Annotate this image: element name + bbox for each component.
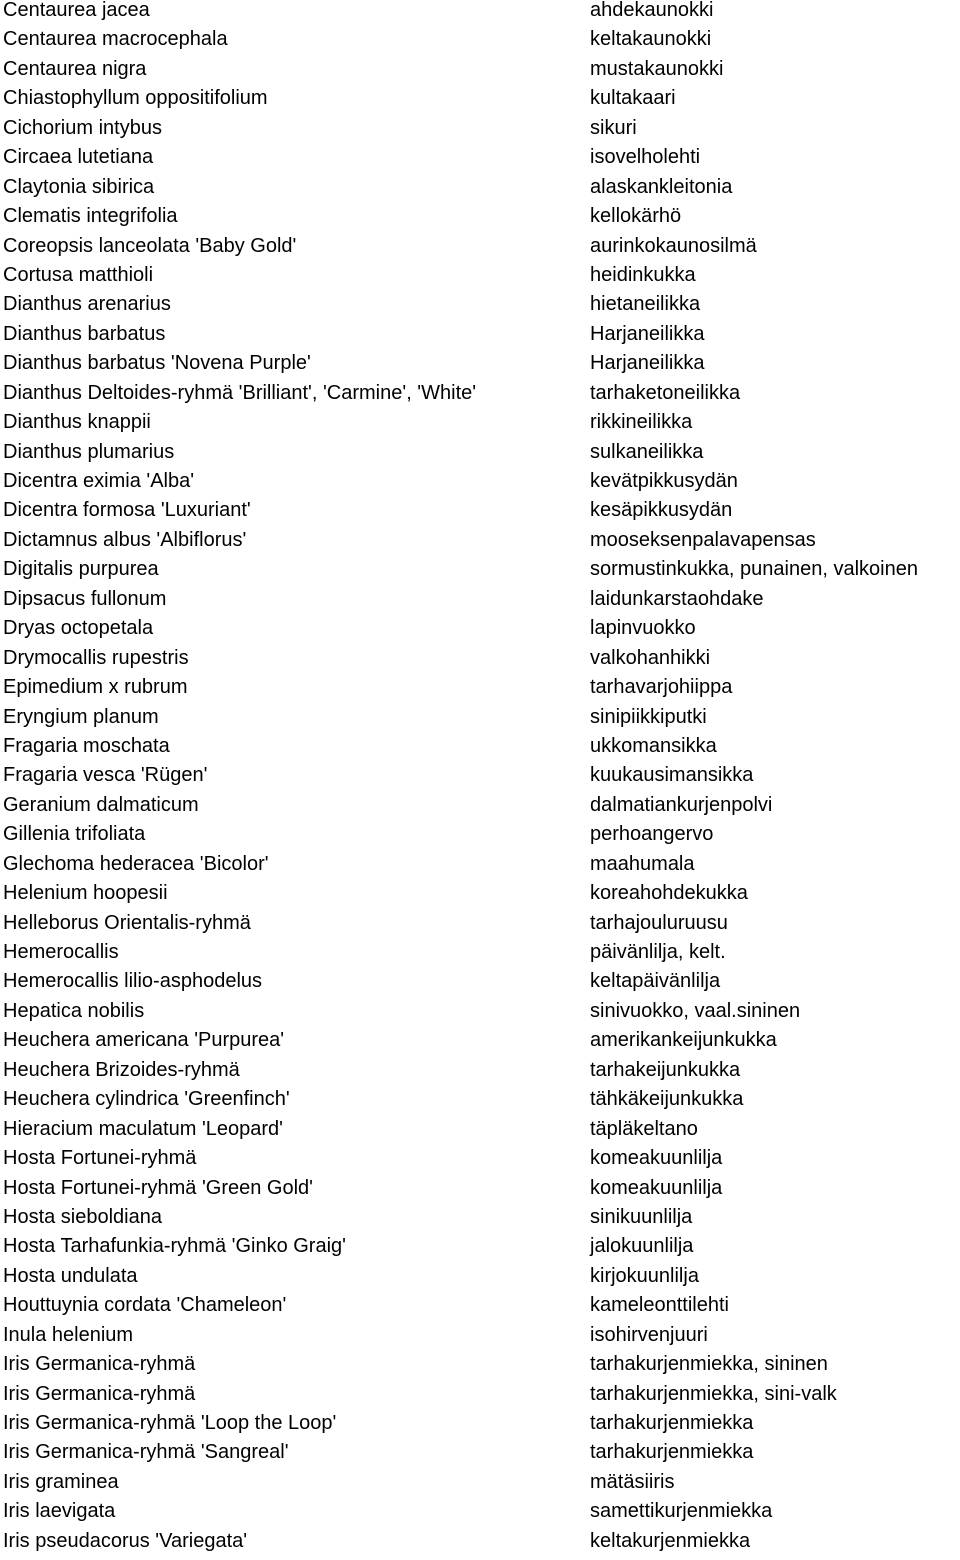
table-row [0,59,960,88]
table-row [0,707,960,736]
latin-name: Coreopsis lanceolata 'Baby Gold' [3,234,297,257]
table-row [0,854,960,883]
table-row [0,265,960,294]
finnish-name: tarhajouluruusu [590,911,728,934]
table-row [0,589,960,618]
table-row [0,1531,960,1560]
latin-name: Iris graminea [3,1470,119,1493]
latin-name: Cichorium intybus [3,116,162,139]
latin-name: Chiastophyllum oppositifolium [3,87,268,110]
table-row [0,1442,960,1471]
latin-name: Epimedium x rubrum [3,676,188,699]
finnish-name: laidunkarstaohdake [590,587,764,610]
table-row [0,1325,960,1354]
table-row [0,765,960,794]
table-row [0,294,960,323]
finnish-name: valkohanhikki [590,646,711,669]
latin-name: Hieracium maculatum 'Leopard' [3,1117,283,1140]
table-row [0,471,960,500]
latin-name: Houttuynia cordata 'Chameleon' [3,1294,287,1317]
latin-name: Dicentra eximia 'Alba' [3,470,195,492]
latin-name: Iris pseudacorus 'Variegata' [3,1529,248,1552]
finnish-name: ahdekaunokki [590,0,714,21]
latin-name: Iris Germanica-ryhmä 'Sangreal' [3,1441,289,1464]
latin-name: Dianthus knappii [3,411,151,434]
finnish-name: keltapäivänlilja [590,970,721,993]
finnish-name: täpläkeltano [590,1117,698,1140]
latin-name: Iris Germanica-ryhmä 'Loop the Loop' [3,1412,337,1434]
latin-name: Dianthus Deltoides-ryhmä 'Brilliant', 'Carmine', 'White' [3,381,477,404]
table-row [0,1266,960,1295]
table-row [0,559,960,588]
table-row [0,1384,960,1413]
latin-name: Helenium hoopesii [3,882,168,905]
finnish-name: perhoangervo [590,823,714,846]
finnish-name: samettikurjenmiekka [590,1500,773,1523]
finnish-name: keltakaunokki [590,28,712,51]
latin-name: Hepatica nobilis [3,999,145,1022]
table-row [0,1501,960,1530]
table-row [0,147,960,176]
table-row [0,1413,960,1442]
finnish-name: kevätpikkusydän [590,470,738,492]
table-row [0,1178,960,1207]
latin-name: Dianthus arenarius [3,293,171,316]
finnish-name: tarhakurjenmiekka, sininen [590,1353,828,1376]
table-row [0,1030,960,1059]
finnish-name: kuukausimansikka [590,764,754,787]
finnish-name: dalmatiankurjenpolvi [590,793,773,816]
table-row [0,677,960,706]
table-row [0,324,960,353]
latin-name: Dipsacus fullonum [3,587,167,610]
table-row [0,883,960,912]
latin-name: Fragaria vesca 'Rügen' [3,764,208,787]
table-row [0,1207,960,1236]
table-row [0,500,960,529]
latin-name: Dicentra formosa 'Luxuriant' [3,499,251,522]
latin-name: Heuchera Brizoides-ryhmä [3,1058,240,1081]
table-row [0,383,960,412]
latin-name: Iris Germanica-ryhmä [3,1353,196,1376]
finnish-name: kameleonttilehti [590,1294,729,1317]
finnish-name: kesäpikkusydän [590,499,733,522]
table-row [0,824,960,853]
table-row [0,29,960,58]
latin-name: Dianthus plumarius [3,440,175,463]
table-row [0,1236,960,1265]
table-row [0,412,960,441]
finnish-name: tarhakurjenmiekka, sini-valk [590,1382,837,1405]
table-row [0,1119,960,1148]
finnish-name: tarhavarjohiippa [590,676,733,699]
latin-name: Centaurea macrocephala [3,28,228,51]
latin-name: Fragaria moschata [3,734,170,757]
table-row [0,1001,960,1030]
latin-name: Clematis integrifolia [3,205,178,228]
finnish-name: jalokuunlilja [590,1235,694,1258]
finnish-name: tarhakurjenmiekka [590,1441,754,1464]
latin-name: Hemerocallis lilio-asphodelus [3,970,263,993]
table-row [0,1060,960,1089]
table-row [0,942,960,971]
table-row [0,353,960,382]
table-row [0,971,960,1000]
finnish-name: kultakaari [590,87,676,110]
finnish-name: mätäsiiris [590,1470,675,1493]
finnish-name: tähkäkeijunkukka [590,1088,744,1111]
finnish-name: tarhakurjenmiekka [590,1412,754,1434]
finnish-name: koreahohdekukka [590,882,748,905]
finnish-name: maahumala [590,852,695,875]
latin-name: Centaurea nigra [3,57,147,80]
latin-name: Hosta sieboldiana [3,1205,162,1228]
finnish-name: rikkineilikka [590,411,693,434]
finnish-name: mustakaunokki [590,57,724,80]
latin-name: Centaurea jacea [3,0,150,21]
table-row [0,1148,960,1177]
finnish-name: tarhakeijunkukka [590,1058,741,1081]
table-row [0,1089,960,1118]
latin-name: Gillenia trifoliata [3,823,146,846]
finnish-name: kirjokuunlilja [590,1264,699,1287]
finnish-name: isovelholehti [590,146,701,169]
latin-name: Hosta undulata [3,1264,138,1287]
latin-name: Hemerocallis [3,941,119,963]
finnish-name: päivänlilja, kelt. [590,941,726,963]
table-row [0,0,960,29]
latin-name: Inula helenium [3,1323,134,1346]
finnish-name: Harjaneilikka [590,322,705,345]
table-row [0,1354,960,1383]
latin-name: Heuchera cylindrica 'Greenfinch' [3,1088,290,1111]
latin-name: Heuchera americana 'Purpurea' [3,1029,285,1052]
finnish-name: sinipiikkiputki [590,705,707,728]
finnish-name: mooseksenpalavapensas [590,528,816,551]
finnish-name: alaskankleitonia [590,175,733,198]
table-row [0,648,960,677]
finnish-name: tarhaketoneilikka [590,381,741,404]
latin-name: Dianthus barbatus 'Novena Purple' [3,352,311,375]
table-row [0,736,960,765]
finnish-name: sulkaneilikka [590,440,704,463]
table-row [0,177,960,206]
finnish-name: heidinkukka [590,263,696,286]
table-row [0,795,960,824]
latin-name: Dictamnus albus 'Albiflorus' [3,528,247,551]
latin-name: Iris Germanica-ryhmä [3,1382,196,1405]
finnish-name: komeakuunlilja [590,1176,723,1199]
latin-name: Circaea lutetiana [3,146,154,169]
finnish-name: sikuri [590,116,637,139]
table-row [0,1295,960,1324]
finnish-name: lapinvuokko [590,617,696,640]
latin-name: Digitalis purpurea [3,558,159,581]
table-row [0,913,960,942]
finnish-name: hietaneilikka [590,293,701,316]
latin-name: Geranium dalmaticum [3,793,199,816]
finnish-name: amerikankeijunkukka [590,1029,777,1052]
table-row [0,236,960,265]
latin-name: Claytonia sibirica [3,175,155,198]
finnish-name: sinivuokko, vaal.sininen [590,999,801,1022]
table-row [0,206,960,235]
finnish-name: ukkomansikka [590,734,717,757]
finnish-name: komeakuunlilja [590,1147,723,1170]
latin-name: Dryas octopetala [3,617,154,640]
latin-name: Dianthus barbatus [3,322,166,345]
finnish-name: keltakurjenmiekka [590,1529,751,1552]
latin-name: Eryngium planum [3,705,159,728]
latin-name: Hosta Tarhafunkia-ryhmä 'Ginko Graig' [3,1235,346,1258]
finnish-name: aurinkokaunosilmä [590,234,757,257]
finnish-name: Harjaneilikka [590,352,705,375]
latin-name: Helleborus Orientalis-ryhmä [3,911,251,934]
table-row [0,1472,960,1501]
latin-name: Glechoma hederacea 'Bicolor' [3,852,269,875]
latin-name: Cortusa matthioli [3,263,154,286]
table-row [0,118,960,147]
latin-name: Iris laevigata [3,1500,116,1523]
table-row [0,530,960,559]
latin-name: Hosta Fortunei-ryhmä [3,1147,197,1170]
finnish-name: kellokärhö [590,205,682,228]
finnish-name: sormustinkukka, punainen, valkoinen [590,558,918,581]
table-row [0,88,960,117]
finnish-name: sinikuunlilja [590,1205,693,1228]
finnish-name: isohirvenjuuri [590,1323,708,1346]
latin-name: Drymocallis rupestris [3,646,189,669]
table-row [0,442,960,471]
latin-name: Hosta Fortunei-ryhmä 'Green Gold' [3,1176,313,1199]
table-row [0,618,960,647]
